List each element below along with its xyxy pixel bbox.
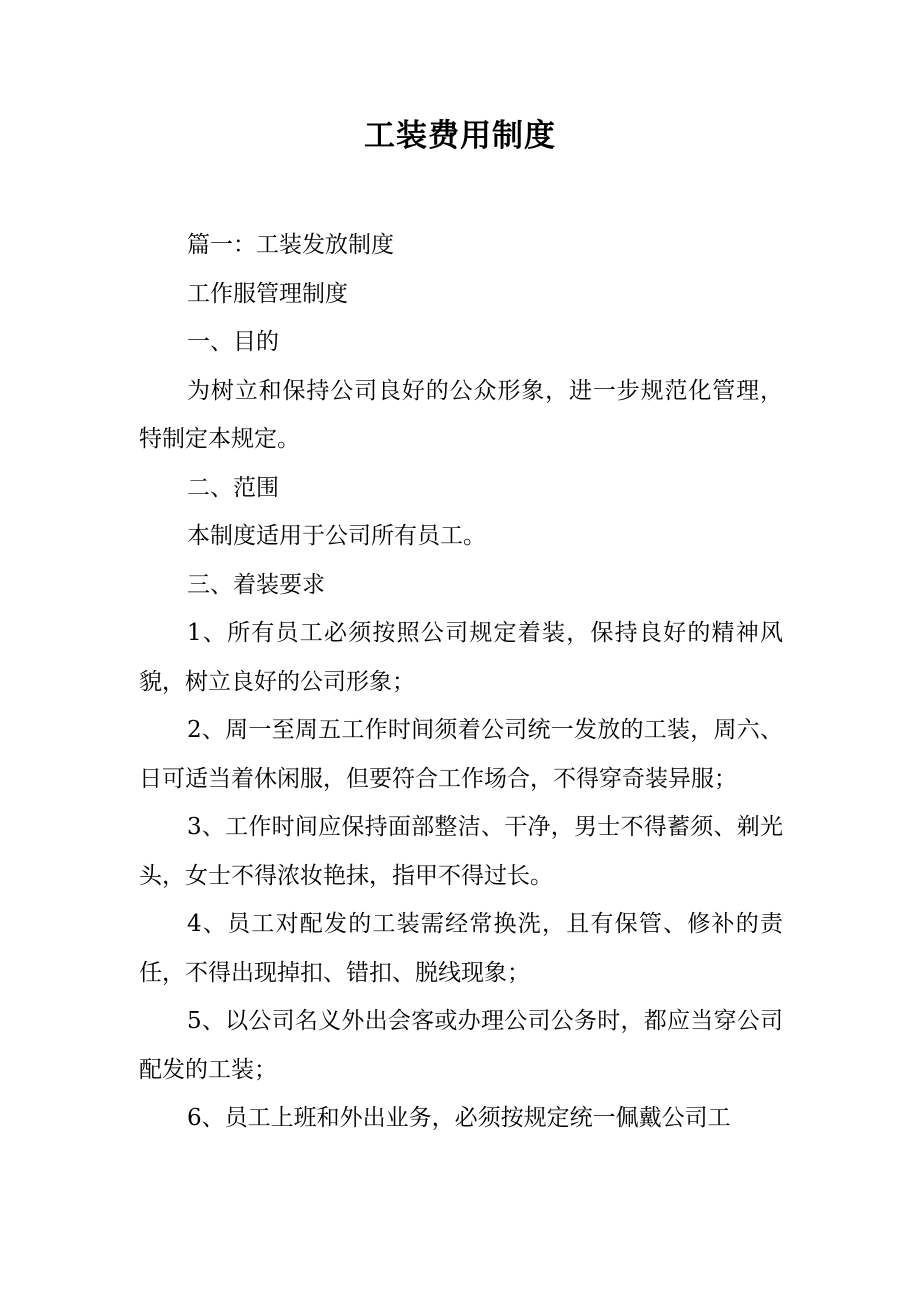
paragraph-scope: 本制度适用于公司所有员工。 [187,523,486,549]
section-heading-part-one: 篇一：工装发放制度 [187,232,394,258]
subheading-workwear-management: 工作服管理制度 [187,280,348,307]
rule-item-4: 4、员工对配发的工装需经常换洗，且有保管、修补的责任，不得出现掉扣、错扣、脱线现象； [139,911,783,986]
rule-item-3: 3、工作时间应保持面部整洁、干净，男士不得蓄须、剃光头，女士不得浓妆艳抹，指甲不得过长。 [139,814,783,889]
rule-item-2: 2、周一至周五工作时间须着公司统一发放的工装，周六、日可适当着休闲服，但要符合工作场合，不得穿奇装异服； [139,717,783,792]
document-title: 工装费用制度 [364,118,556,154]
rule-item-6: 6、员工上班和外出业务，必须按规定统一佩戴公司工 [187,1105,731,1131]
paragraph-purpose: 为树立和保持公司良好的公众形象，进一步规范化管理，特制定本规定。 [139,377,783,452]
rule-item-1: 1、所有员工必须按照公司规定着装，保持良好的精神风貌，树立良好的公司形象； [139,620,783,695]
document-body [139,221,783,1143]
heading-scope: 二、范围 [187,474,279,501]
heading-dress-requirements: 三、着装要求 [187,571,325,598]
heading-purpose: 一、目的 [187,329,279,355]
rule-item-5: 5、以公司名义外出会客或办理公司公务时，都应当穿公司配发的工装； [139,1008,783,1083]
